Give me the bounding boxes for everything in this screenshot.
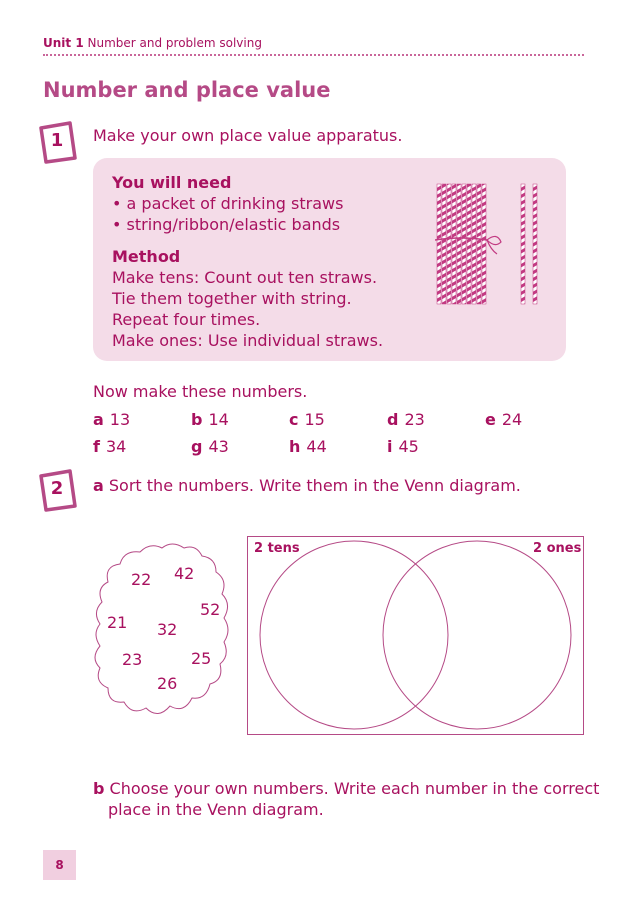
list-item — [387, 410, 425, 429]
venn-left-label: 2 tens — [254, 541, 300, 556]
question-2-part-a — [93, 476, 521, 495]
unit-label: Unit 1 — [43, 36, 84, 50]
item-value: 15 — [304, 410, 325, 429]
list-item — [485, 410, 522, 429]
need-item: • string/ribbon/elastic bands — [112, 214, 383, 235]
item-letter: c — [289, 410, 299, 429]
item-value: 45 — [398, 437, 419, 456]
list-item — [191, 410, 229, 429]
list-item — [93, 437, 126, 456]
materials-box — [93, 158, 566, 361]
cloud-number: 52 — [200, 600, 221, 619]
need-item: • a packet of drinking straws — [112, 193, 383, 214]
venn-right-label: 2 ones — [533, 541, 582, 556]
item-letter: h — [289, 437, 301, 456]
list-item — [289, 410, 325, 429]
item-value: 14 — [208, 410, 229, 429]
running-header — [43, 36, 262, 50]
item-letter: d — [387, 410, 399, 429]
question-2-badge — [38, 468, 76, 506]
list-item — [289, 437, 327, 456]
method-line: Make ones: Use individual straws. — [112, 331, 384, 350]
item-value: 23 — [404, 410, 425, 429]
cloud-number: 42 — [174, 564, 195, 583]
list-item — [93, 410, 130, 429]
question-2-part-b — [93, 778, 613, 820]
need-heading: You will need — [112, 173, 232, 192]
header-divider — [43, 54, 584, 56]
list-item — [387, 437, 419, 456]
cloud-number: 26 — [157, 674, 178, 693]
numbers-list — [93, 410, 543, 460]
cloud-number: 21 — [107, 613, 128, 632]
list-item — [191, 437, 229, 456]
item-letter: e — [485, 410, 496, 429]
section-label: Number and problem solving — [87, 36, 262, 50]
item-letter: b — [191, 410, 203, 429]
venn-diagram — [247, 536, 585, 736]
question-1-number: 1 — [50, 130, 64, 151]
item-value: 43 — [208, 437, 229, 456]
method-heading: Method — [112, 247, 181, 266]
item-letter: a — [93, 410, 104, 429]
cloud-number: 32 — [157, 620, 178, 639]
cloud-number: 22 — [131, 570, 152, 589]
question-1-badge — [38, 120, 76, 158]
cloud-number: 23 — [122, 650, 143, 669]
part-a-text: Sort the numbers. Write them in the Venn diagram. — [108, 476, 521, 495]
method-line: Repeat four times. — [112, 310, 261, 329]
method-line: Make tens: Count out ten straws. — [112, 268, 378, 287]
part-letter: b — [93, 779, 105, 798]
question-1-prompt: Make your own place value apparatus. — [93, 126, 403, 145]
method-line: Tie them together with string. — [112, 289, 352, 308]
page-number: 8 — [43, 850, 76, 880]
straws-illustration — [435, 182, 550, 307]
part-letter: a — [93, 476, 104, 495]
part-b-text: Choose your own numbers. Write each number in the correct — [109, 779, 600, 798]
page-title: Number and place value — [43, 78, 331, 102]
item-letter: f — [93, 437, 100, 456]
make-numbers-prompt: Now make these numbers. — [93, 382, 308, 401]
item-letter: i — [387, 437, 393, 456]
item-value: 13 — [109, 410, 131, 429]
item-letter: g — [191, 437, 203, 456]
item-value: 44 — [306, 437, 327, 456]
part-b-text-line2: place in the Venn diagram. — [108, 800, 324, 819]
item-value: 34 — [105, 437, 127, 456]
item-value: 24 — [501, 410, 523, 429]
cloud-number: 25 — [191, 649, 212, 668]
question-2-number: 2 — [50, 478, 64, 499]
